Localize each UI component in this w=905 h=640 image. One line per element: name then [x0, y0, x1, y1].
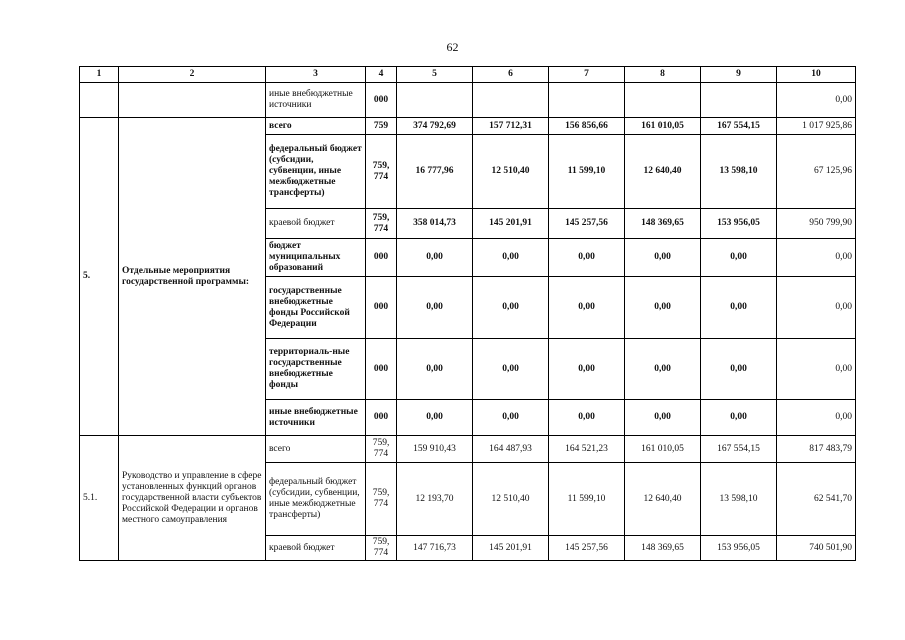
column-header: 10 [777, 67, 856, 83]
value-cell: 0,00 [701, 400, 777, 436]
table-row [80, 436, 856, 463]
column-header: 8 [625, 67, 701, 83]
value-cell: 164 487,93 [473, 436, 549, 463]
value-cell: 12 640,40 [625, 463, 701, 536]
value-cell: 0,00 [625, 239, 701, 277]
code-cell: 759, 774 [366, 463, 397, 536]
value-cell: 0,00 [549, 277, 625, 339]
value-cell: 0,00 [549, 239, 625, 277]
value-cell: 148 369,65 [625, 536, 701, 561]
value-cell: 167 554,15 [701, 436, 777, 463]
source-cell: бюджет муниципальных образований [266, 239, 366, 277]
section-index: 5. [80, 118, 119, 436]
value-cell: 11 599,10 [549, 135, 625, 209]
section-index: 5.1. [80, 436, 119, 561]
total-cell: 62 541,70 [777, 463, 856, 536]
value-cell: 167 554,15 [701, 118, 777, 135]
column-header: 5 [397, 67, 473, 83]
total-cell: 0,00 [777, 277, 856, 339]
index-cell [80, 83, 119, 118]
value-cell: 0,00 [549, 339, 625, 400]
value-cell [473, 83, 549, 118]
name-cell [119, 83, 266, 118]
value-cell: 12 640,40 [625, 135, 701, 209]
source-cell: иные внебюджетные источники [266, 400, 366, 436]
value-cell: 148 369,65 [625, 209, 701, 239]
value-cell: 0,00 [625, 400, 701, 436]
value-cell: 164 521,23 [549, 436, 625, 463]
value-cell: 12 510,40 [473, 463, 549, 536]
total-cell: 817 483,79 [777, 436, 856, 463]
total-cell: 0,00 [777, 339, 856, 400]
code-cell: 000 [366, 277, 397, 339]
value-cell: 0,00 [473, 239, 549, 277]
value-cell: 153 956,05 [701, 536, 777, 561]
value-cell: 12 510,40 [473, 135, 549, 209]
value-cell: 159 910,43 [397, 436, 473, 463]
value-cell: 145 257,56 [549, 536, 625, 561]
value-cell: 0,00 [701, 339, 777, 400]
value-cell: 0,00 [625, 339, 701, 400]
value-cell [549, 83, 625, 118]
value-cell: 161 010,05 [625, 436, 701, 463]
source-cell: краевой бюджет [266, 209, 366, 239]
section-name: Отдельные мероприятия государственной программы: [119, 118, 266, 436]
value-cell: 13 598,10 [701, 135, 777, 209]
code-cell: 759 [366, 118, 397, 135]
value-cell [397, 83, 473, 118]
value-cell [701, 83, 777, 118]
column-header: 7 [549, 67, 625, 83]
column-header: 6 [473, 67, 549, 83]
value-cell: 0,00 [701, 239, 777, 277]
code-cell: 000 [366, 339, 397, 400]
total-cell: 740 501,90 [777, 536, 856, 561]
page-number: 62 [446, 40, 459, 54]
value-cell: 145 257,56 [549, 209, 625, 239]
value-cell [625, 83, 701, 118]
total-cell: 0,00 [777, 239, 856, 277]
value-cell: 0,00 [473, 277, 549, 339]
column-header: 9 [701, 67, 777, 83]
source-cell: иные внебюджетные источники [266, 83, 366, 118]
total-cell: 1 017 925,86 [777, 118, 856, 135]
code-cell: 759, 774 [366, 135, 397, 209]
source-cell: всего [266, 436, 366, 463]
value-cell: 156 856,66 [549, 118, 625, 135]
value-cell: 0,00 [549, 400, 625, 436]
value-cell: 153 956,05 [701, 209, 777, 239]
value-cell: 0,00 [701, 277, 777, 339]
value-cell: 11 599,10 [549, 463, 625, 536]
column-header: 2 [119, 67, 266, 83]
code-cell: 000 [366, 239, 397, 277]
column-header: 4 [366, 67, 397, 83]
value-cell: 0,00 [397, 239, 473, 277]
value-cell: 358 014,73 [397, 209, 473, 239]
table-row [80, 83, 856, 118]
value-cell: 12 193,70 [397, 463, 473, 536]
total-cell: 0,00 [777, 400, 856, 436]
total-cell: 0,00 [777, 83, 856, 118]
source-cell: территориаль-ные государственные внебюджетные фонды [266, 339, 366, 400]
value-cell: 0,00 [473, 400, 549, 436]
value-cell: 0,00 [397, 400, 473, 436]
section-name: Руководство и управление в сфере установленных функций органов государственной власти субъектов Российской Федерации и органов местного самоуправления [119, 436, 266, 561]
code-cell: 000 [366, 83, 397, 118]
code-cell: 000 [366, 400, 397, 436]
value-cell: 374 792,69 [397, 118, 473, 135]
value-cell: 13 598,10 [701, 463, 777, 536]
source-cell: государственные внебюджетные фонды Российской Федерации [266, 277, 366, 339]
value-cell: 145 201,91 [473, 209, 549, 239]
column-header: 3 [266, 67, 366, 83]
source-cell: федеральный бюджет (субсидии, субвенции, иные межбюджетные трансферты) [266, 463, 366, 536]
column-header: 1 [80, 67, 119, 83]
value-cell: 0,00 [397, 339, 473, 400]
total-cell: 950 799,90 [777, 209, 856, 239]
code-cell: 759, 774 [366, 536, 397, 561]
value-cell: 0,00 [397, 277, 473, 339]
value-cell: 157 712,31 [473, 118, 549, 135]
budget-table [79, 66, 856, 561]
table-row [80, 118, 856, 135]
value-cell: 147 716,73 [397, 536, 473, 561]
value-cell: 161 010,05 [625, 118, 701, 135]
source-cell: федеральный бюджет (субсидии, субвенции, иные межбюджетные трансферты) [266, 135, 366, 209]
value-cell: 16 777,96 [397, 135, 473, 209]
code-cell: 759, 774 [366, 209, 397, 239]
source-cell: краевой бюджет [266, 536, 366, 561]
value-cell: 145 201,91 [473, 536, 549, 561]
value-cell: 0,00 [625, 277, 701, 339]
value-cell: 0,00 [473, 339, 549, 400]
total-cell: 67 125,96 [777, 135, 856, 209]
code-cell: 759, 774 [366, 436, 397, 463]
source-cell: всего [266, 118, 366, 135]
header-row [80, 67, 856, 83]
